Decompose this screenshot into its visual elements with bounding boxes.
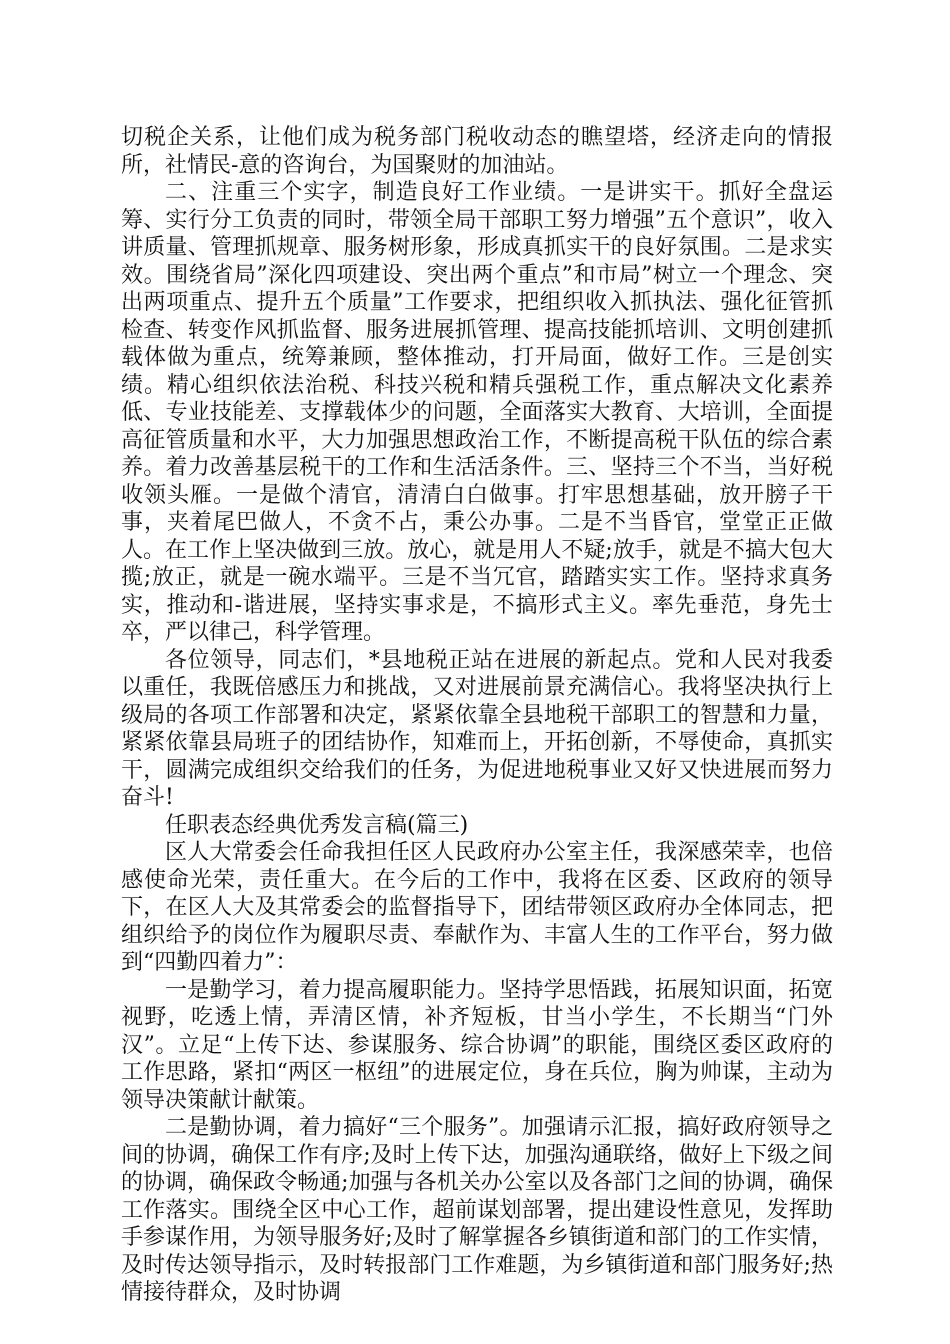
paragraph-closing-remarks: 各位领导，同志们，*县地税正站在进展的新起点。党和人民对我委以重任，我既倍感压力和挑战，又对进展前景充满信心。我将坚决执行上级局的各项工作部署和决定，紧紧依靠全县地税干部职工的智慧和力量，紧紧依靠县局班子的团结协作，知难而上，开拓创新，不辱使命，真抓实干，圆满完成组织交给我们的任务，为促进地税事业又好又快进展而努力奋斗! (121, 647, 833, 810)
paragraph-appointment-intro: 区人大常委会任命我担任区人民政府办公室主任，我深感荣幸，也倍感使命光荣，责任重大。在今后的工作中，我将在区委、区政府的领导下，在区人大及其常委会的监督指导下，团结带领区政府办全体同志，把组织给予的岗位作为履职尽责、奉献作为、丰富人生的工作平台，努力做到“四勤四着力”： (121, 840, 833, 975)
section-heading: 任职表态经典优秀发言稿(篇三) (165, 812, 469, 838)
paragraph-three-practical-words: 二、注重三个实字，制造良好工作业绩。一是讲实干。抓好全盘运筹、实行分工负责的同时，带领全局干部职工努力增强”五个意识”，收入讲质量、管理抓规章、服务树形象，形成真抓实干的良好氛围。二是求实效。围绕省局”深化四项建设、突出两个重点”和市局”树立一个理念、突出两项重点、提升五个质量”工作要求，把组织收入抓执法、强化征管抓检查、转变作风抓监督、服务进展抓管理、提高技能抓培训、文明创建抓载体做为重点，统筹兼顾，整体推动，打开局面，做好工作。三是创实绩。精心组织依法治税、科技兴税和精兵强税工作，重点解决文化素养低、专业技能差、支撑载体少的问题，全面落实大教育、大培训，全面提高征管质量和水平，大力加强思想政治工作，不断提高税干队伍的综合素养。着力改善基层税干的工作和生活活条件。三、坚持三个不当，当好税收领头雁。一是做个清官，清清白白做事。打牢思想基础，放开膀子干事，夹着尾巴做人，不贪不占，秉公办事。二是不当昏官，堂堂正正做人。在工作上坚决做到三放。放心，就是用人不疑;放手，就是不搞大包大揽;放正，就是一碗水端平。三是不当冗官，踏踏实实工作。坚持求真务实，推动和-谐进展，坚持实事求是，不搞形式主义。率先垂范，身先士卒，严以律己，科学管理。 (121, 180, 833, 645)
document-page (121, 124, 833, 1307)
paragraph-tax-relations: 切税企关系，让他们成为税务部门税收动态的瞧望塔，经济走向的情报所，社情民-意的咨询台，为国聚财的加油站。 (121, 125, 833, 178)
paragraph-diligent-coordination: 二是勤协调，着力搞好“三个服务”。加强请示汇报，搞好政府领导之间的协调，确保工作有序;及时上传下达，加强沟通联络，做好上下级之间的协调，确保政令畅通;加强与各机关办公室以及各部门之间的协调，确保工作落实。围绕全区中心工作，超前谋划部署，提出建设性意见，发挥助手参谋作用，为领导服务好;及时了解掌握各乡镇街道和部门的工作实情，及时传达领导指示，及时转报部门工作难题，为乡镇街道和部门服务好;热情接待群众，及时协调 (121, 1115, 833, 1305)
paragraph-diligent-study: 一是勤学习，着力提高履职能力。坚持学思悟践，拓展知识面，拓宽视野，吃透上情，弄清区情，补齐短板，甘当小学生，不长期当“门外汉”。立足“上传下达、参谋服务、综合协调”的职能，围绕区委区政府的工作思路，紧扣“两区一枢纽”的进展定位，身在兵位，胸为帅谋，主动为领导决策献计献策。 (121, 977, 833, 1113)
